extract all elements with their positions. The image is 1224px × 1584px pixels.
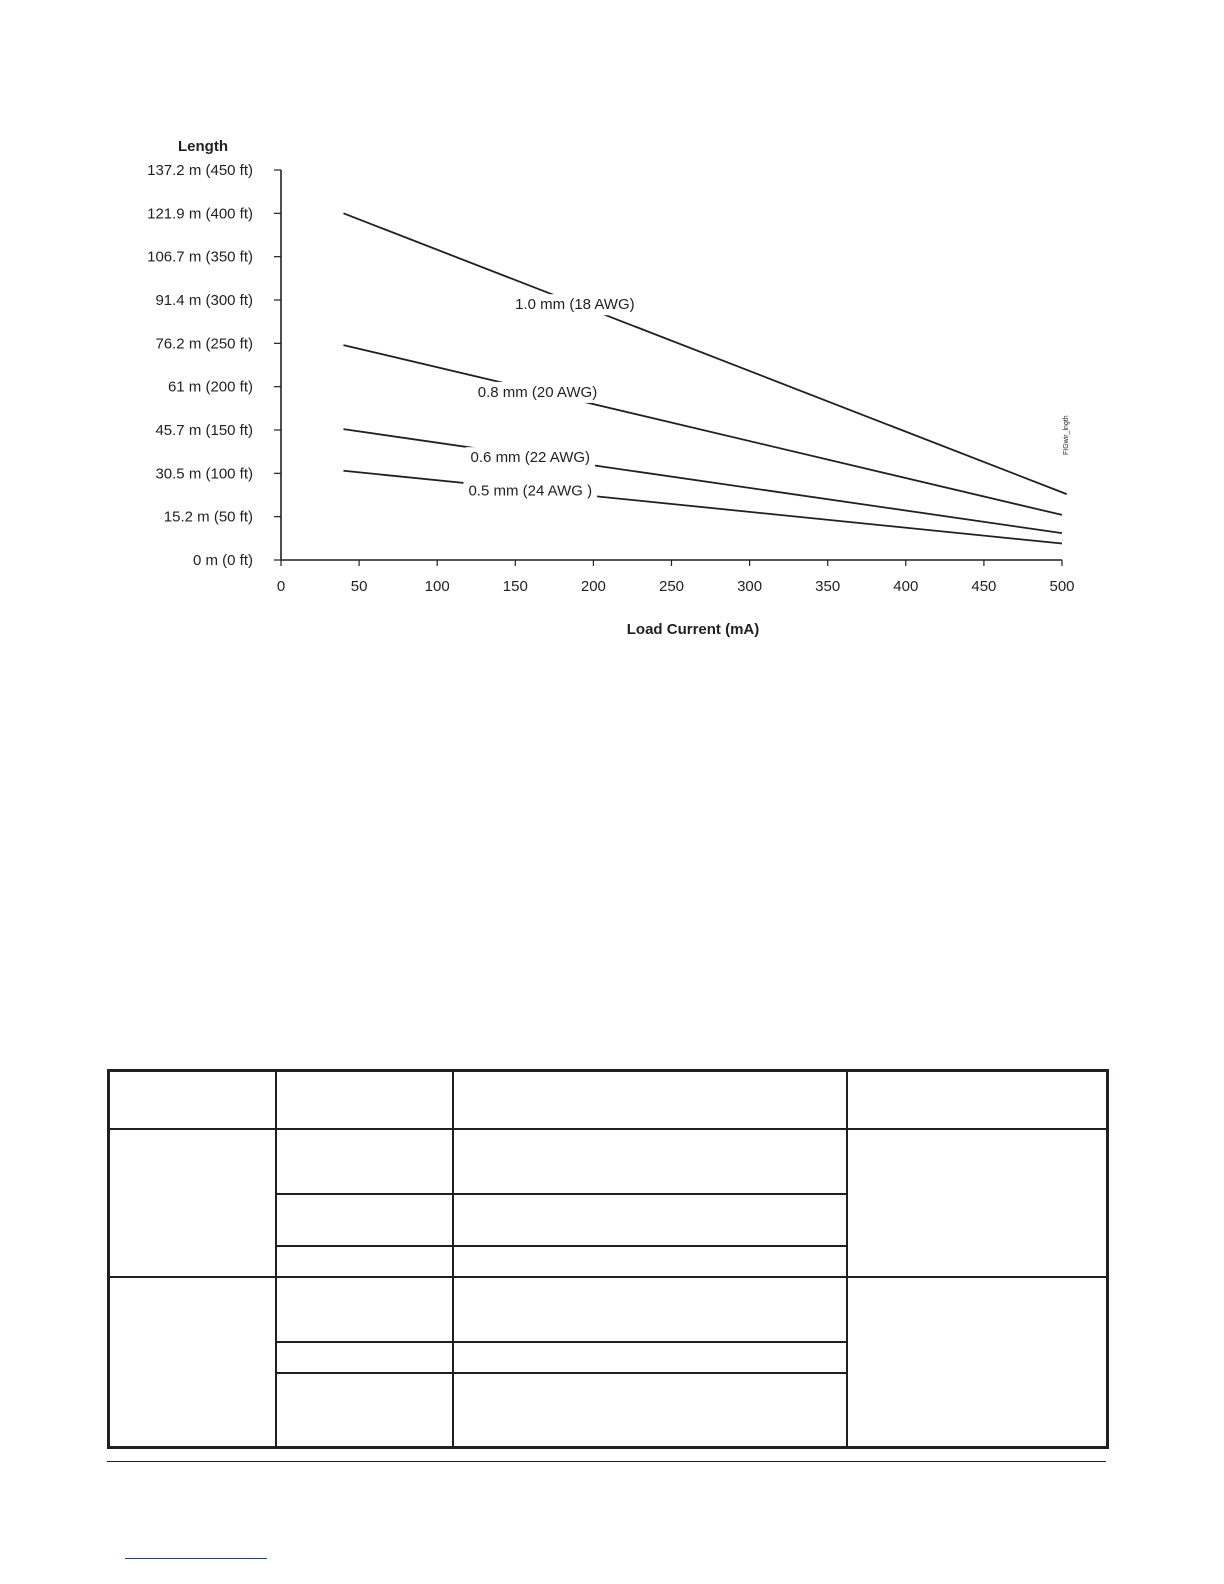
y-tick-label: 15.2 m (50 ft) [163, 508, 253, 526]
x-tick-label: 50 [350, 578, 368, 595]
table-cell [109, 1277, 276, 1448]
y-tick-label: 106.7 m (350 ft) [147, 248, 253, 266]
y-tick-label: 45.7 m (150 ft) [155, 422, 253, 439]
x-axis-ticks [277, 560, 1075, 595]
x-tick-label: 150 [502, 578, 528, 595]
table-row [109, 1277, 1108, 1342]
table-cell [453, 1129, 847, 1194]
x-tick-label: 200 [580, 578, 606, 595]
table-cell [847, 1129, 1108, 1277]
table-cell [276, 1129, 453, 1194]
figure-id-annotation: FIGwir_lngth [1063, 415, 1070, 455]
table-cell [276, 1194, 453, 1246]
x-tick-label: 100 [424, 578, 450, 595]
x-tick-label: 300 [737, 578, 763, 595]
table-cell [109, 1071, 276, 1129]
y-axis-ticks [147, 162, 281, 569]
spec-table [107, 1069, 1109, 1449]
table-cell [276, 1277, 453, 1342]
table-cell [453, 1342, 847, 1373]
y-axis-title: Length [178, 138, 228, 155]
table-cell [453, 1277, 847, 1342]
chart-axes [281, 170, 1062, 560]
table-row [109, 1129, 1108, 1194]
footer-rule [107, 1461, 1106, 1462]
table-cell [453, 1071, 847, 1129]
y-tick-label: 121.9 m (400 ft) [147, 205, 253, 223]
x-tick-label: 250 [658, 578, 685, 595]
series-label: 0.8 mm (20 AWG) [477, 383, 598, 401]
table-cell [453, 1373, 847, 1448]
y-tick-label: 0 m (0 ft) [192, 552, 253, 569]
table-cell [847, 1277, 1108, 1448]
footer-link-underline [125, 1558, 267, 1559]
series-label: 0.5 mm (24 AWG ) [468, 482, 593, 500]
table-cell [847, 1071, 1108, 1129]
table-cell [276, 1071, 453, 1129]
x-tick-label: 500 [1049, 578, 1075, 595]
y-tick-label: 91.4 m (300 ft) [155, 292, 253, 309]
series-line [343, 213, 1066, 494]
table-cell [453, 1194, 847, 1246]
table-header-row [109, 1071, 1108, 1129]
wire-length-chart [0, 0, 1224, 680]
table-cell [276, 1373, 453, 1448]
x-tick-label: 450 [971, 578, 997, 595]
table-cell [453, 1246, 847, 1277]
x-tick-label: 350 [815, 578, 841, 595]
series-label: 1.0 mm (18 AWG) [515, 296, 635, 314]
chart-series [343, 213, 1066, 543]
x-tick-label: 0 [276, 578, 286, 595]
series-line [343, 345, 1062, 515]
x-tick-label: 400 [893, 578, 919, 595]
y-tick-label: 61 m (200 ft) [167, 378, 253, 396]
table-cell [276, 1342, 453, 1373]
y-tick-label: 137.2 m (450 ft) [147, 162, 253, 179]
series-label: 0.6 mm (22 AWG) [470, 449, 591, 467]
y-tick-label: 76.2 m (250 ft) [155, 335, 253, 353]
table-cell [109, 1129, 276, 1277]
x-axis-title: Load Current (mA) [626, 621, 760, 638]
y-tick-label: 30.5 m (100 ft) [155, 465, 253, 483]
table-cell [276, 1246, 453, 1277]
